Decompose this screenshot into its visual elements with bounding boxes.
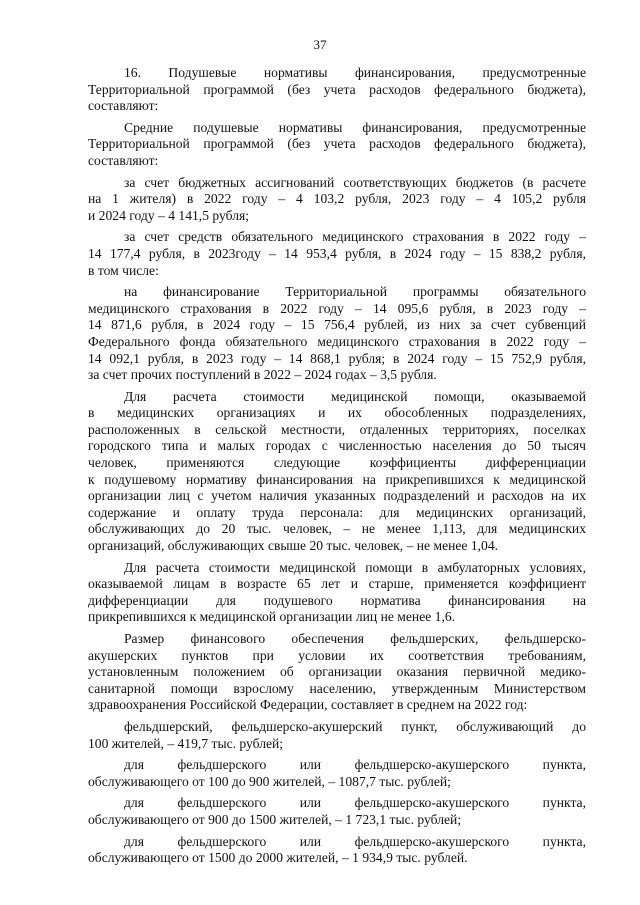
paragraph-line: в том числе: — [88, 262, 159, 278]
paragraph-line: на финансирование Территориальной программы обязательного — [124, 284, 586, 300]
paragraph-line: 16. Подушевые нормативы финансирования, предусмотренные — [124, 65, 586, 80]
document-body — [88, 65, 586, 867]
paragraph-line: санитарной помощи взрослому населению, утвержденным Министерством — [88, 680, 586, 696]
paragraph-line: Территориальной программой (без учета расходов федерального бюджета), — [88, 81, 586, 97]
paragraph-6 — [88, 389, 586, 555]
paragraph-line: расположенных в сельской местности, отдаленных территориях, поселках — [88, 421, 586, 437]
paragraph-line: к подушевому нормативу финансирования на прикрепившихся к медицинской — [88, 471, 586, 487]
page-number: 37 — [313, 37, 327, 52]
paragraph-line: человек, применяются следующие коэффициенты дифференциации — [88, 455, 586, 471]
paragraph-line: 14 177,4 рубля, в 2023году – 14 953,4 рубля, в 2024 году – 15 838,2 рубля, — [88, 245, 586, 261]
paragraph-line: медицинского страхования в 2022 году – 14 095,6 рубля, в 2023 году – — [88, 300, 586, 316]
paragraph-line: Для расчета стоимости медицинской помощи в амбулаторных условиях, — [124, 559, 586, 575]
paragraph-line: 14 092,1 рубля, в 2023 году – 14 868,1 рубля; в 2024 году – 15 752,9 рубля, — [88, 350, 586, 366]
paragraph-line: прикрепившихся к медицинской организации лиц не менее 1,6. — [88, 609, 456, 625]
paragraph-11 — [88, 795, 586, 828]
paragraph-3 — [88, 175, 586, 225]
paragraph-12 — [88, 834, 586, 867]
paragraph-line: для фельдшерского или фельдшерско-акушерского пункта, — [124, 757, 586, 773]
paragraph-line: фельдшерский, фельдшерско-акушерский пункт, обслуживающий до — [124, 718, 586, 734]
paragraph-line: акушерских пунктов при условии их соответствия требованиям, — [88, 647, 586, 663]
paragraph-line: 100 жителей, – 419,7 тыс. рублей; — [88, 735, 284, 751]
paragraph-line: составляют: — [88, 98, 159, 114]
paragraph-1 — [88, 65, 586, 115]
paragraph-line: на 1 жителя) в 2022 году – 4 103,2 рубля, 2023 году – 4 105,2 рубля — [88, 191, 586, 207]
paragraph-10 — [88, 757, 586, 790]
paragraph-line: обслуживающего от 1500 до 2000 жителей, – 1 934,9 тыс. рублей. — [88, 850, 468, 866]
paragraph-line: для фельдшерского или фельдшерско-акушерского пункта, — [124, 795, 586, 811]
paragraph-line: организации лиц с учетом наличия указанных подразделений и расходов на их — [88, 488, 586, 504]
paragraph-9 — [88, 719, 586, 752]
paragraph-line: установленным положением об организации оказания первичной медико- — [88, 664, 586, 680]
paragraph-line: оказываемой лицам в возрасте 65 лет и старше, применяется коэффициент — [88, 576, 586, 592]
paragraph-7 — [88, 560, 586, 626]
paragraph-line: Размер финансового обеспечения фельдшерских, фельдшерско- — [124, 631, 586, 646]
paragraph-line: Территориальной программой (без учета расходов федерального бюджета), — [88, 136, 586, 152]
paragraph-line: обслуживающего от 100 до 900 жителей, – 1087,7 тыс. рублей; — [88, 773, 451, 789]
paragraph-2 — [88, 120, 586, 170]
paragraph-line: составляют: — [88, 152, 159, 168]
paragraph-line: за счет средств обязательного медицинского страхования в 2022 году – — [124, 229, 586, 245]
paragraph-line: Федерального фонда обязательного медицинского страхования в 2022 году – — [88, 333, 586, 349]
paragraph-line: 14 871,6 рубля, в 2024 году – 15 756,4 рублей, из них за счет субвенций — [88, 317, 586, 333]
paragraph-4 — [88, 229, 586, 279]
paragraph-line: в медицинских организациях и их обособленных подразделениях, — [88, 405, 586, 421]
paragraph-line: содержание и оплату труда персонала: для медицинских организаций, — [88, 504, 586, 520]
paragraph-line: за счет прочих поступлений в 2022 – 2024 годах – 3,5 рубля. — [88, 367, 437, 383]
paragraph-5 — [88, 284, 586, 384]
paragraph-line: здравоохранения Российской Федерации, составляет в среднем на 2022 год: — [88, 697, 528, 713]
paragraph-line: за счет бюджетных ассигнований соответствующих бюджетов (в расчете — [124, 174, 586, 190]
paragraph-line: обслуживающего от 900 до 1500 жителей, – 1 723,1 тыс. рублей; — [88, 811, 462, 827]
paragraph-line: Средние подушевые нормативы финансирования, предусмотренные — [124, 119, 586, 135]
paragraph-line: дифференциации для подушевого норматива финансирования на — [88, 592, 586, 608]
paragraph-line: организаций, обслуживающих свыше 20 тыс. человек, – не менее 1,04. — [88, 538, 499, 554]
paragraph-8 — [88, 631, 586, 714]
paragraph-line: Для расчета стоимости медицинской помощи, оказываемой — [124, 388, 586, 404]
paragraph-line: и 2024 году – 4 141,5 рубля; — [88, 207, 250, 223]
paragraph-line: обслуживающих до 20 тыс. человек, – не менее 1,113, для медицинских — [88, 521, 586, 537]
paragraph-line: для фельдшерского или фельдшерско-акушерского пункта, — [124, 833, 586, 849]
paragraph-line: городского типа и малых городах с численностью населения до 50 тысяч — [88, 438, 586, 454]
